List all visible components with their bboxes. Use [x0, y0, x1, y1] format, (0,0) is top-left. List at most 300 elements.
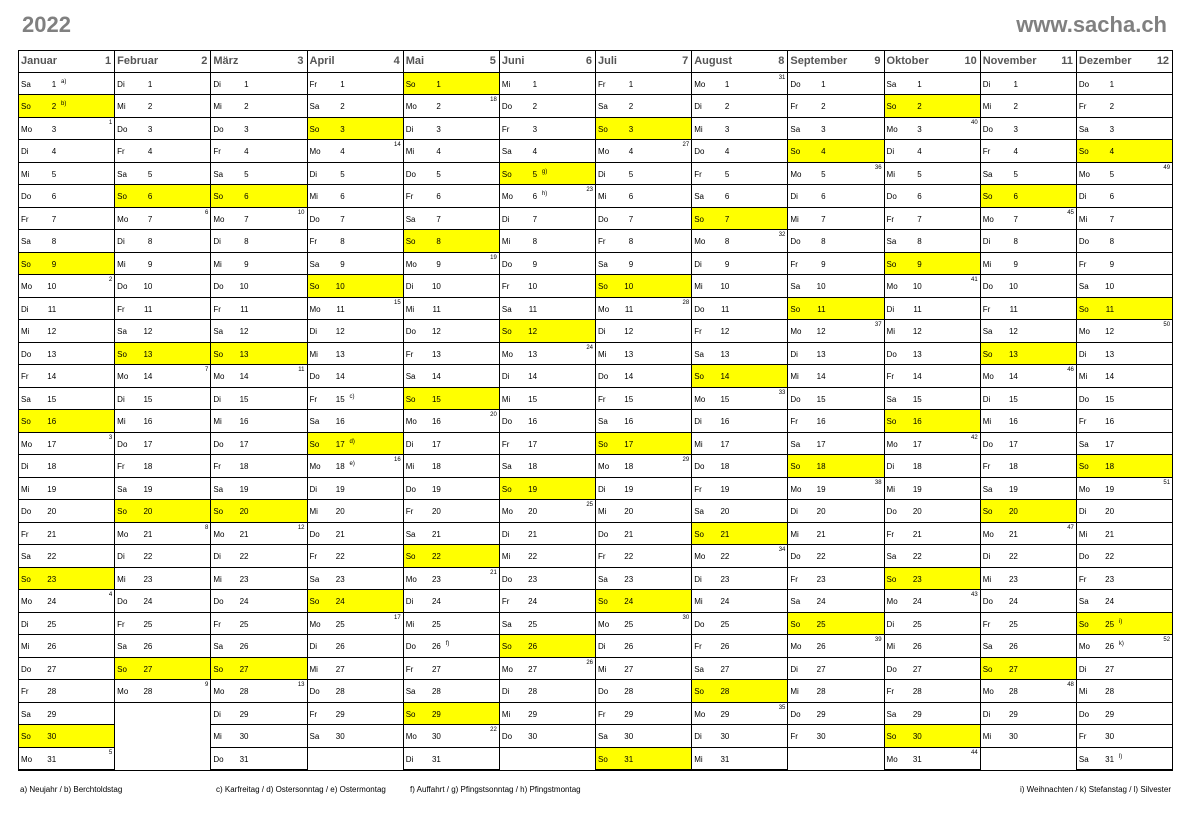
day-number: 10: [431, 282, 441, 292]
day-cell: [115, 433, 210, 455]
weekday-label: Sa: [21, 79, 31, 89]
day-cell: [981, 343, 1076, 365]
day-number: 8: [628, 237, 634, 247]
day-cell: [211, 523, 306, 545]
weekday-label: Do: [117, 124, 128, 134]
day-number: 6: [1013, 192, 1018, 202]
day-number: 3: [628, 124, 634, 134]
weekday-label: So: [598, 282, 608, 292]
day-cell: [692, 568, 787, 590]
weekday-label: Sa: [886, 237, 897, 247]
day-number: 1: [917, 79, 922, 89]
weekday-label: Sa: [309, 259, 320, 269]
weekday-label: Sa: [694, 664, 704, 674]
day-cell: [596, 500, 691, 522]
month-header: [981, 51, 1076, 73]
day-number: 7: [244, 214, 249, 224]
day-cell: [211, 95, 306, 117]
day-number: 1: [1013, 79, 1018, 89]
day-cell: [500, 118, 595, 140]
week-number: 37: [874, 322, 882, 329]
day-cell: [500, 275, 595, 297]
weekday-label: Mo: [309, 462, 321, 472]
day-cell: [788, 388, 883, 410]
day-cell: [1077, 320, 1172, 342]
day-number: 29: [816, 709, 826, 719]
day-number: 18: [143, 462, 153, 472]
weekday-label: Do: [405, 169, 416, 179]
day-number: 27: [720, 664, 730, 674]
month-name: November: [982, 55, 1037, 68]
weekday-label: Sa: [694, 349, 704, 359]
weekday-label: Sa: [213, 642, 224, 652]
empty-cell: [115, 703, 210, 725]
weekday-label: Fr: [982, 619, 991, 629]
day-number: 25: [624, 619, 634, 629]
day-cell: [1077, 140, 1172, 162]
weekday-label: Mo: [694, 237, 706, 247]
day-cell: [19, 320, 114, 342]
day-number: 13: [912, 349, 922, 359]
day-number: 19: [1105, 484, 1115, 494]
day-number: 11: [528, 304, 538, 314]
weekday-label: Mo: [790, 327, 802, 337]
day-cell: [1077, 208, 1172, 230]
day-cell: [211, 343, 306, 365]
day-cell: [404, 455, 499, 477]
weekday-label: Sa: [886, 394, 897, 404]
week-number: 38: [874, 479, 882, 486]
day-cell: [500, 500, 595, 522]
day-number: 26: [1008, 642, 1018, 652]
day-cell: [596, 365, 691, 387]
day-cell: [500, 208, 595, 230]
day-number: 7: [628, 214, 634, 224]
day-number: 11: [432, 304, 441, 314]
month-name: Oktober: [886, 55, 929, 68]
day-number: 1: [244, 79, 249, 89]
day-number: 20: [1105, 507, 1115, 517]
weekday-label: Mo: [1078, 169, 1091, 179]
day-number: 1: [821, 79, 826, 89]
weekday-label: Fr: [790, 259, 798, 269]
day-number: 15: [1105, 394, 1115, 404]
day-cell: [500, 298, 595, 320]
day-cell: [308, 590, 403, 612]
day-number: 4: [724, 147, 730, 157]
day-number: 22: [1105, 552, 1115, 562]
day-number: 19: [431, 484, 441, 494]
day-cell: [885, 73, 980, 95]
day-cell: [404, 298, 499, 320]
weekday-label: Do: [1078, 237, 1090, 247]
day-cell: [115, 118, 210, 140]
day-cell: [19, 410, 114, 432]
day-number: 26: [47, 642, 57, 652]
weekday-label: Mo: [21, 754, 33, 764]
weekday-label: Do: [21, 349, 32, 359]
holiday-marker: g): [541, 168, 548, 175]
weekday-label: Fr: [501, 124, 510, 134]
weekday-label: Mo: [117, 214, 129, 224]
weekday-label: Mi: [982, 259, 992, 269]
day-cell: [404, 185, 499, 207]
day-cell: [885, 478, 980, 500]
weekday-label: Do: [309, 529, 320, 539]
weekday-label: So: [405, 394, 416, 404]
day-cell: [404, 73, 499, 95]
day-cell: [885, 433, 980, 455]
weekday-label: Fr: [886, 529, 895, 539]
weekday-label: Mi: [405, 304, 415, 314]
day-cell: [19, 298, 114, 320]
day-cell: [1077, 658, 1172, 680]
day-cell: [115, 230, 210, 252]
day-number: 27: [528, 664, 538, 674]
weekday-label: Di: [790, 192, 798, 202]
day-cell: [981, 410, 1076, 432]
day-number: 27: [335, 664, 345, 674]
day-cell: [19, 388, 114, 410]
day-cell: [596, 275, 691, 297]
day-cell: [885, 185, 980, 207]
day-cell: [692, 298, 787, 320]
day-number: 30: [912, 732, 922, 742]
day-number: 6: [724, 192, 730, 202]
week-number: 8: [205, 524, 209, 531]
day-cell: [19, 613, 114, 635]
weekday-label: Sa: [598, 574, 608, 584]
weekday-label: So: [886, 102, 897, 112]
day-cell: [788, 455, 883, 477]
day-cell: [500, 410, 595, 432]
month-name: Februar: [117, 55, 159, 68]
weekday-label: Do: [694, 619, 705, 629]
weekday-label: Di: [694, 259, 702, 269]
day-number: 11: [817, 304, 826, 314]
weekday-label: Di: [694, 574, 702, 584]
day-number: 18: [47, 462, 57, 472]
day-number: 6: [147, 192, 153, 202]
weekday-label: Di: [213, 79, 221, 89]
day-cell: [788, 500, 883, 522]
day-number: 15: [239, 394, 249, 404]
day-cell: [500, 365, 595, 387]
weekday-label: Mo: [598, 619, 610, 629]
day-number: 17: [1008, 439, 1018, 449]
weekday-label: Sa: [1078, 597, 1089, 607]
day-number: 9: [724, 259, 730, 269]
day-number: 8: [340, 237, 345, 247]
day-number: 9: [1109, 259, 1115, 269]
day-cell: [115, 140, 210, 162]
day-number: 3: [244, 124, 249, 134]
weekday-label: Sa: [501, 304, 512, 314]
weekday-label: So: [405, 709, 416, 719]
day-cell: [308, 275, 403, 297]
week-number: 34: [778, 547, 786, 554]
day-number: 18: [912, 462, 922, 472]
weekday-label: Do: [117, 282, 128, 292]
day-number: 27: [1008, 664, 1018, 674]
day-cell: [885, 320, 980, 342]
day-number: 30: [431, 732, 441, 742]
day-number: 30: [720, 732, 730, 742]
day-number: 4: [51, 147, 57, 157]
month-header: [788, 51, 883, 73]
weekday-label: So: [21, 102, 31, 112]
weekday-label: Do: [21, 507, 32, 517]
day-cell: [404, 118, 499, 140]
weekday-label: Mi: [21, 484, 30, 494]
day-cell: [981, 208, 1076, 230]
day-number: 28: [624, 687, 634, 697]
day-cell: [115, 613, 210, 635]
day-number: 10: [624, 282, 634, 292]
day-number: 25: [1105, 619, 1115, 629]
day-cell: [211, 680, 306, 702]
day-cell: [308, 230, 403, 252]
month-column: [596, 51, 692, 770]
weekday-label: So: [501, 484, 512, 494]
weekday-label: Mo: [886, 754, 898, 764]
day-number: 12: [528, 327, 538, 337]
week-number: 29: [682, 457, 690, 464]
day-number: 2: [821, 102, 826, 112]
weekday-label: Mi: [982, 102, 992, 112]
weekday-label: Di: [982, 552, 991, 562]
week-number: 21: [490, 569, 497, 576]
day-cell: [692, 613, 787, 635]
day-cell: [211, 545, 306, 567]
day-cell: [19, 185, 114, 207]
week-number: 11: [298, 367, 305, 374]
day-cell: [596, 230, 691, 252]
weekday-label: Do: [501, 102, 513, 112]
weekday-label: Mo: [982, 214, 994, 224]
weekday-label: Fr: [117, 147, 125, 157]
day-cell: [115, 343, 210, 365]
weekday-label: So: [1078, 147, 1089, 157]
day-number: 28: [528, 687, 538, 697]
day-cell: [308, 455, 403, 477]
weekday-label: Do: [117, 439, 128, 449]
weekday-label: Mi: [982, 417, 992, 427]
day-cell: [885, 635, 980, 657]
weekday-label: Di: [694, 732, 702, 742]
weekday-label: Mo: [694, 709, 706, 719]
weekday-label: Mo: [213, 372, 225, 382]
day-number: 2: [917, 102, 922, 112]
day-number: 22: [143, 552, 153, 562]
weekday-label: Mi: [790, 529, 799, 539]
day-number: 19: [1008, 484, 1018, 494]
day-cell: [788, 433, 883, 455]
weekday-label: Fr: [694, 642, 702, 652]
weekday-label: Do: [309, 214, 320, 224]
day-number: 15: [528, 394, 538, 404]
day-number: 2: [1013, 102, 1018, 112]
day-cell: [788, 73, 883, 95]
day-number: 8: [147, 237, 153, 247]
day-cell: [885, 298, 980, 320]
day-cell: [596, 748, 691, 770]
day-number: 19: [720, 484, 730, 494]
day-cell: [211, 320, 306, 342]
weekday-label: Fr: [117, 619, 125, 629]
day-number: 23: [1008, 574, 1018, 584]
day-number: 6: [51, 192, 57, 202]
weekday-label: Do: [405, 642, 416, 652]
weekday-label: So: [213, 349, 224, 359]
day-number: 14: [1105, 372, 1115, 382]
day-number: 14: [816, 372, 826, 382]
day-cell: [1077, 163, 1172, 185]
weekday-label: Sa: [886, 709, 897, 719]
year-title: 2022: [22, 12, 71, 37]
day-number: 31: [239, 754, 249, 764]
day-number: 12: [624, 327, 634, 337]
day-number: 26: [912, 642, 922, 652]
weekday-label: Do: [309, 372, 320, 382]
weekday-label: Fr: [598, 237, 606, 247]
week-number: 28: [682, 299, 690, 306]
day-number: 18: [624, 462, 634, 472]
weekday-label: Mo: [405, 259, 417, 269]
week-number: 47: [1067, 524, 1074, 531]
day-number: 5: [628, 169, 634, 179]
day-cell: [788, 298, 883, 320]
weekday-label: Sa: [21, 394, 31, 404]
day-cell: [596, 455, 691, 477]
month-name: Mai: [405, 55, 425, 68]
day-cell: [19, 635, 114, 657]
weekday-label: Di: [117, 79, 125, 89]
day-cell: [115, 658, 210, 680]
day-number: 16: [624, 417, 634, 427]
day-cell: [19, 590, 114, 612]
day-number: 27: [1105, 664, 1115, 674]
weekday-label: Sa: [598, 417, 608, 427]
day-number: 28: [912, 687, 922, 697]
day-number: 25: [239, 619, 249, 629]
day-number: 29: [431, 709, 441, 719]
day-cell: [692, 230, 787, 252]
weekday-label: Do: [21, 664, 32, 674]
month-column: [308, 51, 404, 770]
day-number: 20: [143, 507, 153, 517]
day-cell: [308, 253, 403, 275]
month-column: [981, 51, 1077, 770]
day-cell: [692, 433, 787, 455]
day-number: 29: [335, 709, 345, 719]
weekday-label: Do: [309, 687, 320, 697]
day-number: 19: [912, 484, 922, 494]
day-cell: [596, 635, 691, 657]
day-number: 4: [628, 147, 634, 157]
day-number: 4: [532, 147, 538, 157]
day-number: 14: [720, 372, 730, 382]
week-number: 41: [971, 277, 978, 284]
week-number: 3: [108, 434, 113, 441]
weekday-label: Sa: [213, 327, 224, 337]
weekday-label: Fr: [21, 529, 29, 539]
day-number: 24: [1105, 597, 1115, 607]
weekday-label: Mi: [598, 192, 607, 202]
day-number: 27: [431, 664, 441, 674]
weekday-label: So: [117, 192, 127, 202]
weekday-label: Do: [694, 147, 705, 157]
day-cell: [885, 343, 980, 365]
day-cell: [1077, 298, 1172, 320]
day-number: 17: [720, 439, 730, 449]
month-column: [211, 51, 307, 770]
week-number: 7: [205, 367, 209, 374]
weekday-label: Mo: [790, 484, 802, 494]
day-cell: [596, 658, 691, 680]
month-column: [788, 51, 884, 770]
weekday-label: Mi: [309, 507, 318, 517]
day-number: 29: [1105, 709, 1115, 719]
weekday-label: Sa: [309, 102, 320, 112]
weekday-label: Sa: [405, 687, 416, 697]
day-cell: [115, 545, 210, 567]
weekday-label: Di: [21, 304, 29, 314]
day-cell: [308, 185, 403, 207]
weekday-label: Di: [405, 597, 414, 607]
day-number: 26: [624, 642, 634, 652]
day-cell: [692, 410, 787, 432]
day-cell: [19, 455, 114, 477]
day-number: 9: [244, 259, 249, 269]
weekday-label: Fr: [694, 484, 702, 494]
day-number: 28: [720, 687, 730, 697]
weekday-label: Di: [309, 327, 318, 337]
day-cell: [500, 703, 595, 725]
day-cell: [692, 140, 787, 162]
month-header: [19, 51, 114, 73]
day-number: 17: [335, 439, 345, 449]
weekday-label: Mi: [213, 102, 222, 112]
month-number: 7: [682, 55, 689, 68]
weekday-label: Fr: [1078, 574, 1087, 584]
day-cell: [981, 523, 1076, 545]
week-number: 20: [490, 412, 497, 419]
weekday-label: Fr: [117, 462, 125, 472]
weekday-label: Fr: [309, 79, 318, 89]
holiday-marker: e): [349, 461, 355, 468]
weekday-label: Mo: [117, 529, 129, 539]
day-cell: [788, 208, 883, 230]
weekday-label: Sa: [213, 484, 224, 494]
day-number: 24: [143, 597, 153, 607]
day-cell: [788, 95, 883, 117]
month-name: Dezember: [1078, 55, 1132, 68]
day-cell: [19, 95, 114, 117]
day-cell: [981, 545, 1076, 567]
day-number: 9: [532, 259, 538, 269]
week-number: 52: [1163, 637, 1171, 644]
weekday-label: So: [694, 529, 704, 539]
weekday-label: Do: [501, 417, 513, 427]
day-cell: [500, 523, 595, 545]
weekday-label: Fr: [21, 214, 29, 224]
day-number: 13: [431, 349, 441, 359]
day-cell: [692, 118, 787, 140]
weekday-label: Mo: [886, 597, 898, 607]
day-number: 25: [720, 619, 730, 629]
weekday-label: Mo: [598, 462, 610, 472]
